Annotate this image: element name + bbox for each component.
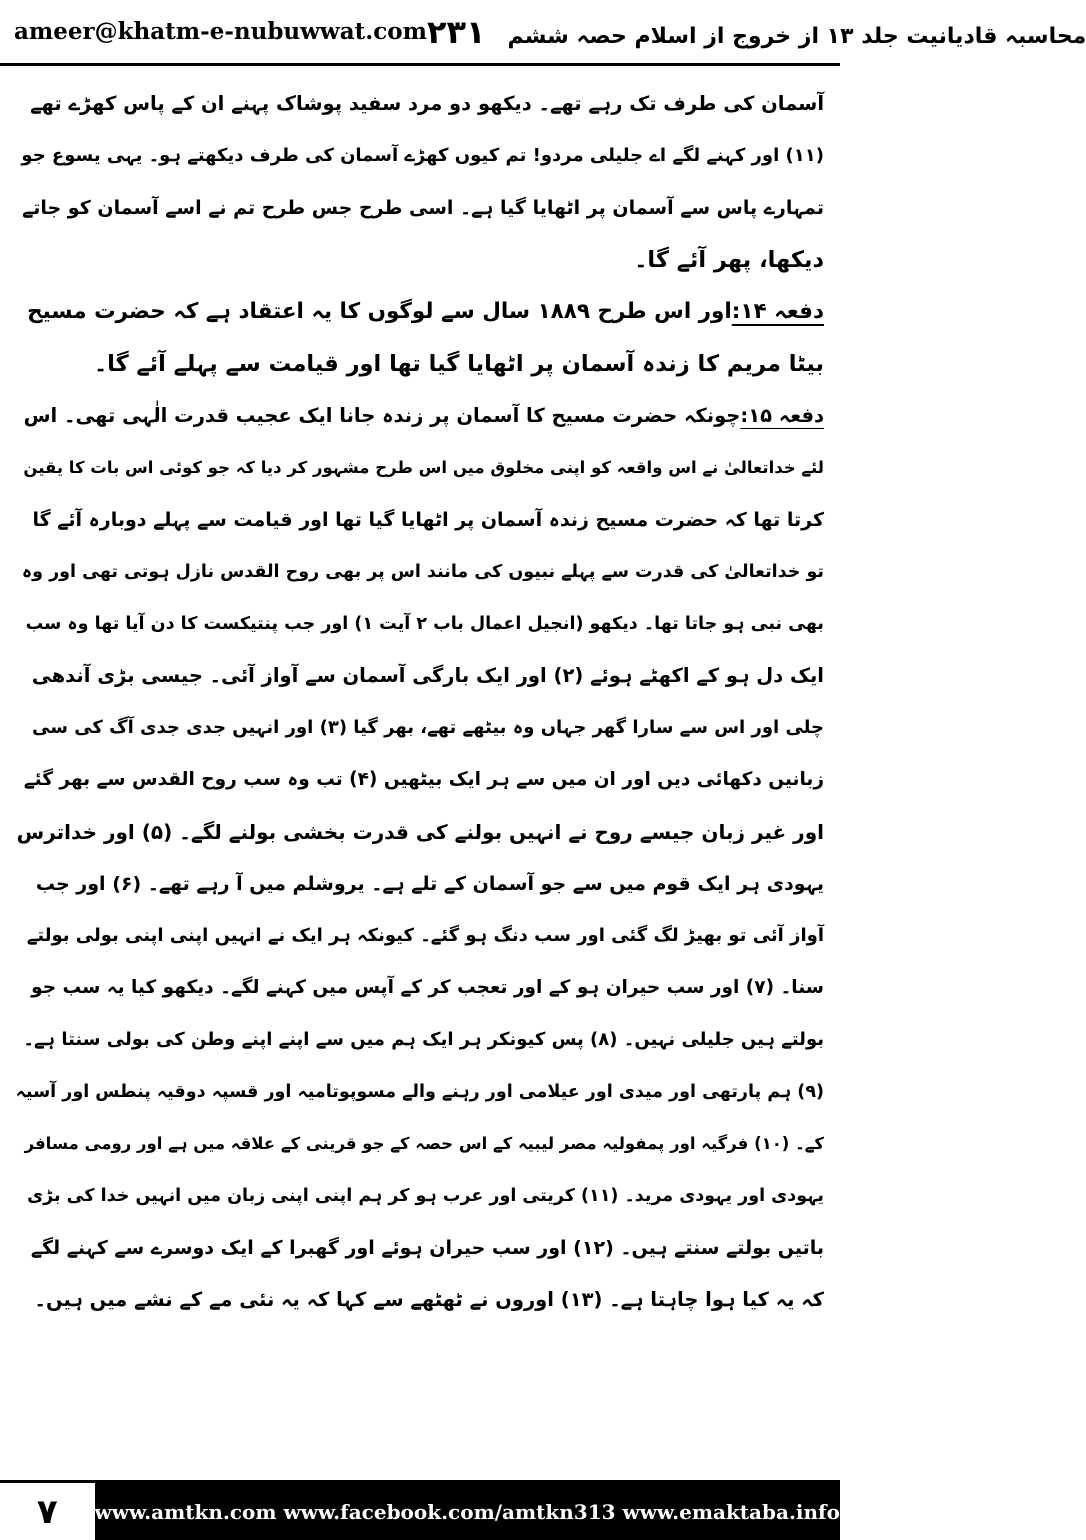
text-line [16, 390, 824, 442]
text-line [16, 1222, 824, 1274]
text-line [16, 182, 824, 234]
footer-websites: www.amtkn.com www.facebook.com/amtkn313 www.emaktaba.info [95, 1483, 840, 1540]
section-label: دفعہ ۱۵: [740, 404, 824, 427]
line-text: اور غیر زبان جیسے روح نے انہیں بولنے کی قدرت بخشی بولنے لگے۔ (۵) اور خداترس [16, 820, 824, 844]
text-line [16, 338, 824, 390]
line-text: کے۔ (۱۰) فرگیہ اور پمفولیہ مصر لیبیہ کے اس حصہ کے جو قرینی کے علاقہ میں ہے اور رومی مسافر [24, 1134, 824, 1153]
line-text: کہ یہ کیا ہوا چاہتا ہے۔ (۱۳) اوروں نے ٹھٹھے سے کہا کہ یہ نئی مے کے نشے میں ہیں۔ [34, 1288, 824, 1311]
header-email: ameer@khatm-e-nubuwwat.com [14, 18, 427, 45]
text-line [16, 130, 824, 182]
line-text: اور اس طرح ۱۸۸۹ سال سے لوگوں کا یہ اعتقاد ہے کہ حضرت مسیح [27, 299, 732, 324]
footer-page-number: ۷ [36, 1491, 58, 1532]
book-title: محاسبہ قادیانیت جلد ۱۳ از خروج از اسلام حصہ ششم [507, 23, 1086, 49]
line-text: ایک دل ہو کے اکھٹے ہوئے (۲) اور ایک بارگی آسمان سے آواز آئی۔ جیسی بڑی آندھی [31, 664, 824, 687]
text-line [16, 806, 824, 858]
line-text: بولتے ہیں جلیلی نہیں۔ (۸) پس کیونکر ہر ایک ہم میں سے اپنے اپنے وطن کی بولی سنتا ہے۔ [23, 1029, 824, 1050]
header-title-group [427, 13, 1086, 51]
line-text: یہودی ہر ایک قوم میں سے جو آسمان کے تلے ہے۔ یروشلم میں آ رہے تھے۔ (۶) اور جب [35, 873, 824, 895]
text-line [16, 234, 824, 286]
header-page-number: ۲۳۱ [426, 12, 486, 51]
line-text: چلی اور اس سے سارا گھر جہاں وہ بیٹھے تھے، بھر گیا (۳) اور انہیں جدی جدی آگ کی سی [32, 717, 824, 738]
text-line [16, 1118, 824, 1170]
text-line [16, 442, 824, 494]
line-text: (۹) ہم پارتھی اور میدی اور عیلامی اور رہنے والے مسوپوتامیہ اور قسپہ دوقیہ پنطس اور آسیہ [15, 1082, 824, 1102]
text-line [16, 546, 824, 598]
text-line [16, 78, 824, 130]
page-header [0, 0, 1086, 66]
page-body [16, 78, 824, 1458]
line-text: چونکہ حضرت مسیح کا آسمان پر زندہ جانا ایک عجیب قدرت الٰہی تھی۔ اس [23, 404, 741, 427]
line-text: (۱۱) اور کہنے لگے اے جلیلی مردو! تم کیوں کھڑے آسمان کی طرف دیکھتے ہو۔ یہی یسوع جو [21, 145, 824, 166]
page-footer [0, 1480, 840, 1540]
text-line [16, 962, 824, 1014]
line-text: لئے خداتعالیٰ نے اس واقعہ کو اپنی مخلوق میں اس طرح مشہور کر دیا کہ جو کوئی اس بات کا یقین [23, 458, 824, 477]
text-line [16, 858, 824, 910]
text-line [16, 1170, 824, 1222]
text-line [16, 1274, 824, 1326]
line-text: سنا۔ (۷) اور سب حیران ہو کے اور تعجب کر کے آپس میں کہنے لگے۔ دیکھو کیا یہ سب جو [31, 977, 824, 998]
text-line [16, 598, 824, 650]
text-line [16, 286, 824, 338]
line-text: بھی نبی ہو جاتا تھا۔ دیکھو (انجیل اعمال باب ۲ آیت ۱) اور جب پنتیکست کا دن آیا تھا وہ سب [25, 614, 824, 634]
line-text: باتیں بولتے سنتے ہیں۔ (۱۲) اور سب حیران ہوئے اور گھبرا کے ایک دوسرے سے کہنے لگے [30, 1237, 824, 1259]
text-line [16, 910, 824, 962]
text-line [16, 650, 824, 702]
text-line [16, 494, 824, 546]
line-text: زبانیں دکھائی دیں اور ان میں سے ہر ایک بیٹھیں (۴) تب وہ سب روح القدس سے بھر گئے [23, 769, 824, 790]
line-text: کرتا تھا کہ حضرت مسیح زندہ آسمان پر اٹھایا گیا تھا اور قیامت سے پہلے دوبارہ آئے گا [32, 509, 824, 531]
line-text: آواز آئی تو بھیڑ لگ گئی اور سب دنگ ہو گئے۔ کیونکہ ہر ایک نے انہیں اپنی اپنی بولی بولتے [26, 925, 824, 946]
line-text: یہودی اور یہودی مرید۔ (۱۱) کریتی اور عرب ہو کر ہم اپنی اپنی زبان میں انہیں خدا کی بڑی [27, 1186, 824, 1206]
line-text: دیکھا، پھر آئے گا۔ [634, 247, 824, 273]
text-line [16, 754, 824, 806]
line-text: تمہارے پاس سے آسمان پر اٹھایا گیا ہے۔ اسی طرح جس طرح تم نے اسے آسمان کو جاتے [22, 197, 824, 219]
line-text: بیٹا مریم کا زندہ آسمان پر اٹھایا گیا تھا اور قیامت سے پہلے آئے گا۔ [93, 351, 824, 377]
text-line [16, 1014, 824, 1066]
section-label: دفعہ ۱۴: [731, 299, 824, 324]
line-text: آسمان کی طرف تک رہے تھے۔ دیکھو دو مرد سفید پوشاک پہنے ان کے پاس کھڑے تھے [30, 92, 824, 115]
line-text: تو خداتعالیٰ کی قدرت سے پہلے نبیوں کی مانند اس پر بھی روح القدس نازل ہوتی تھی اور وہ [21, 562, 824, 582]
text-line [16, 1066, 824, 1118]
text-line [16, 702, 824, 754]
